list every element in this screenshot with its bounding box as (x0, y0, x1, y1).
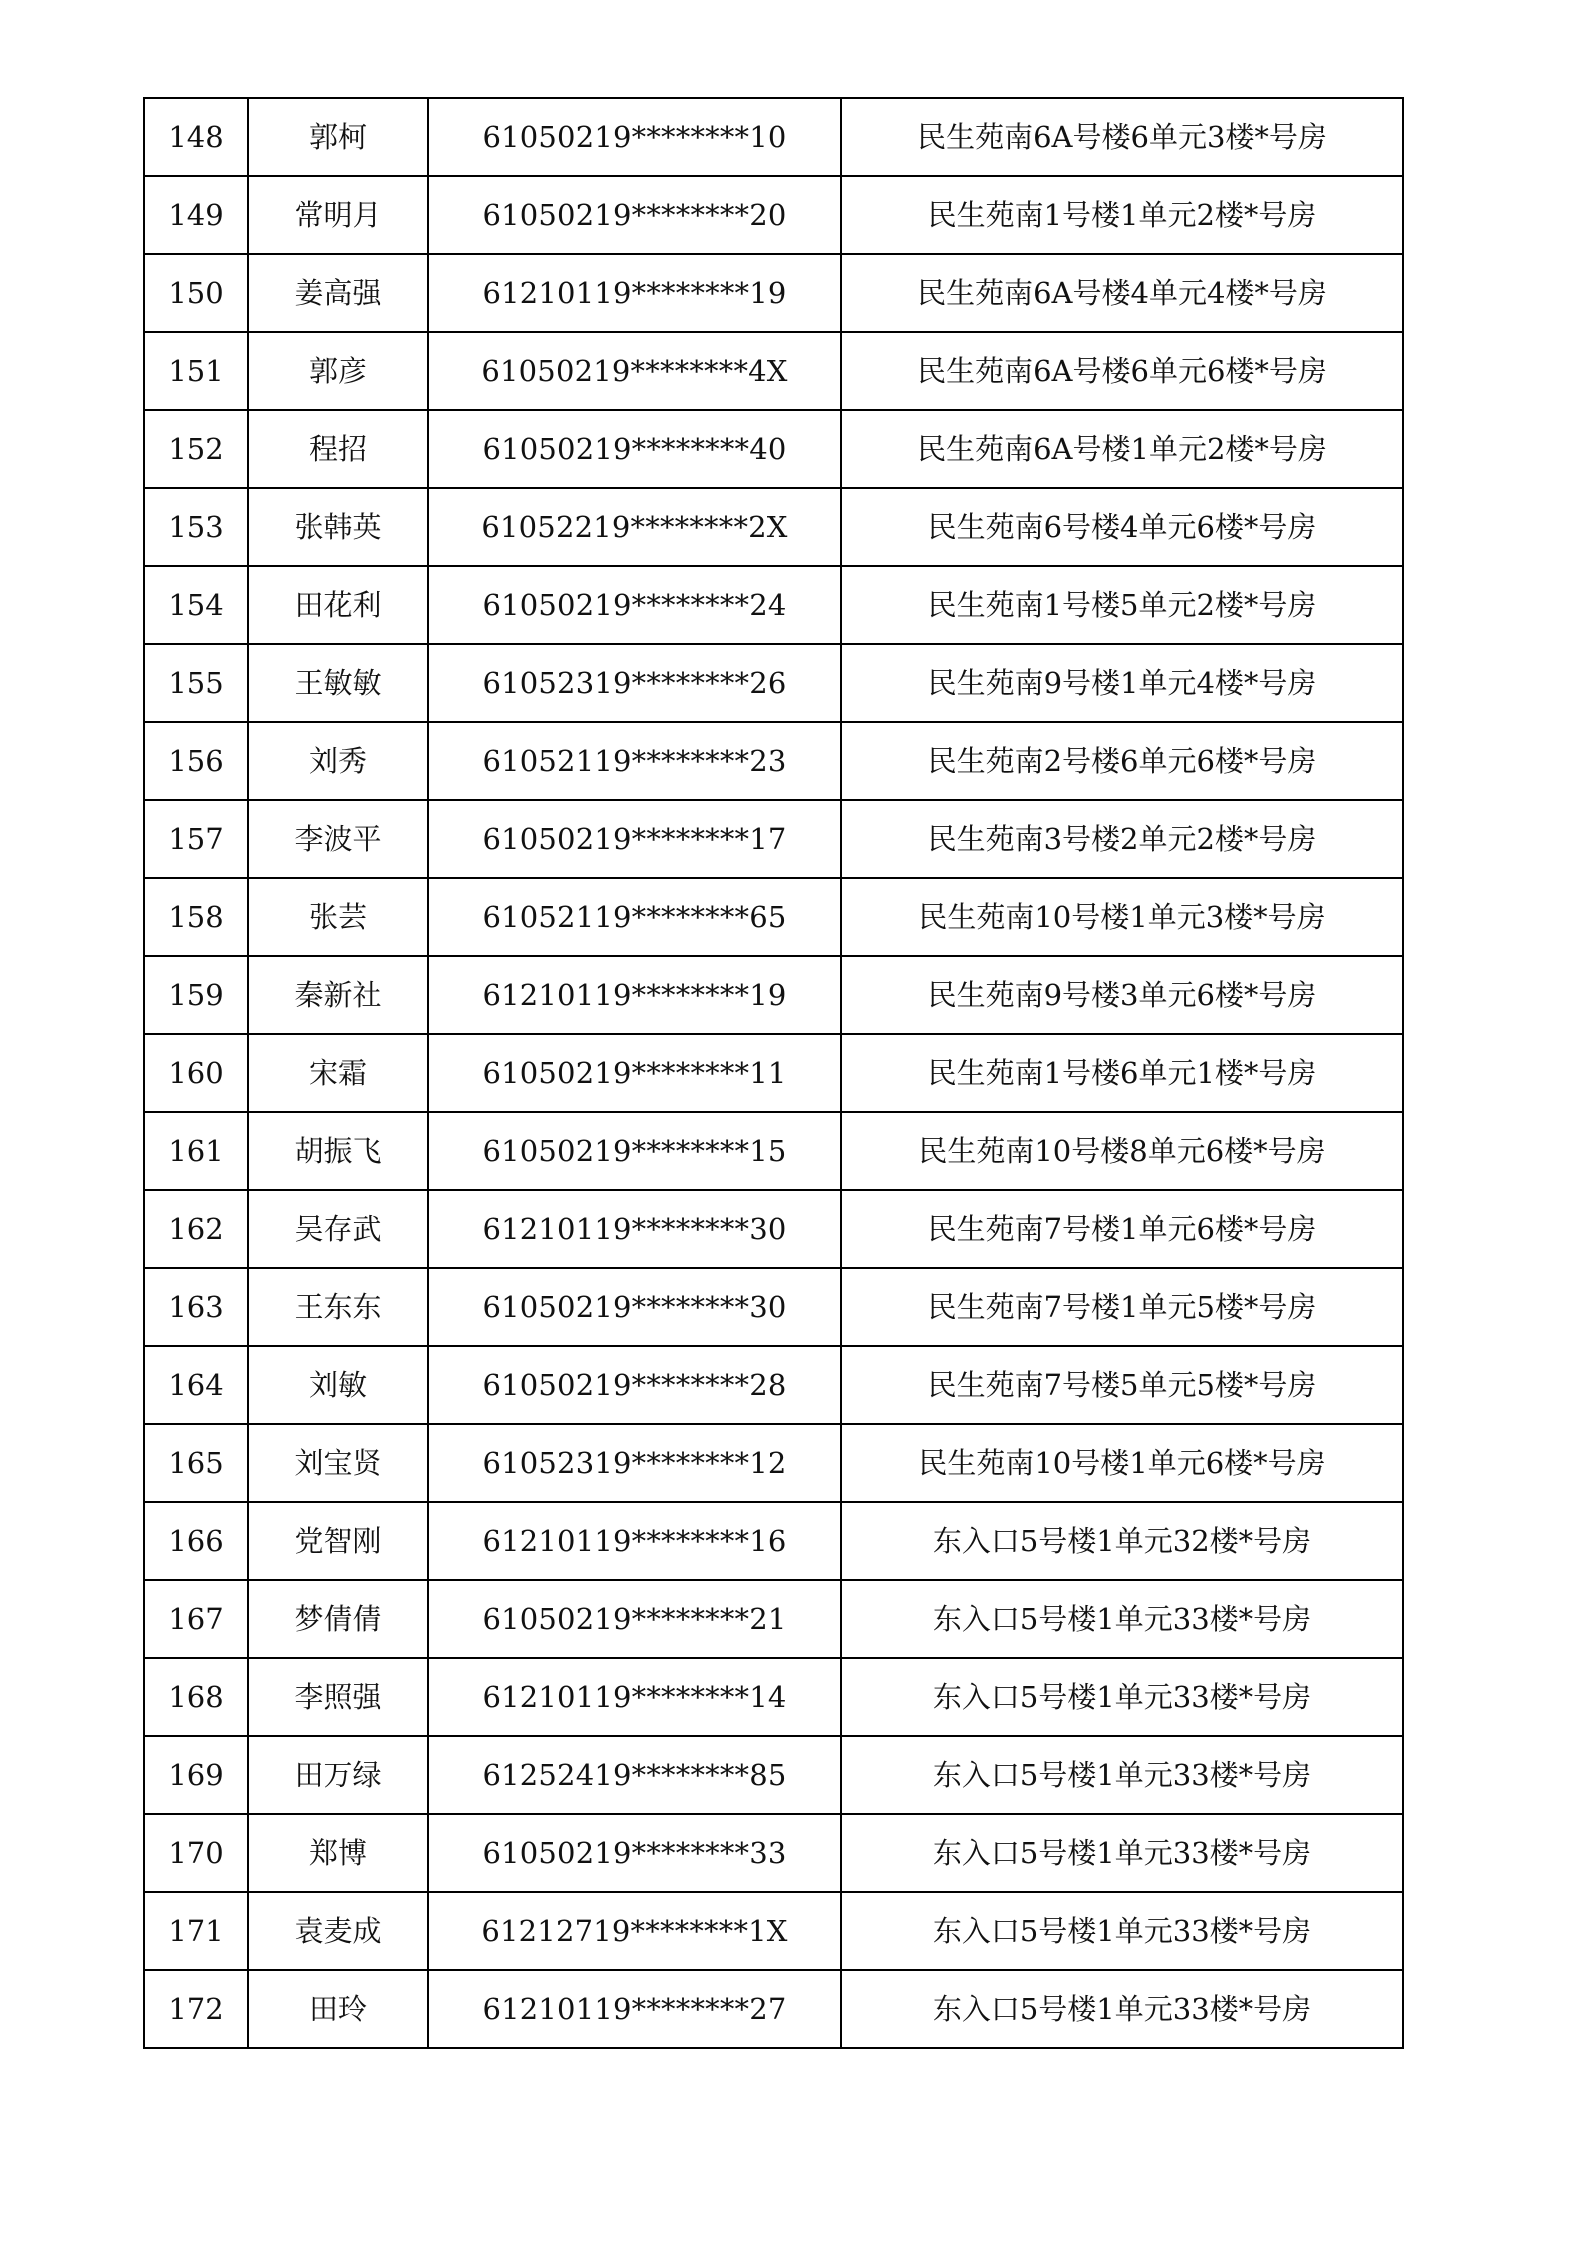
table-row (144, 1658, 1403, 1736)
document-page (143, 97, 1402, 2049)
table-row (144, 878, 1403, 956)
cell-id-number: 61050219********20 (428, 176, 841, 254)
cell-id-number: 61052119********23 (428, 722, 841, 800)
cell-address: 民生苑南10号楼1单元6楼*号房 (841, 1424, 1403, 1502)
cell-name: 胡振飞 (248, 1112, 428, 1190)
cell-name: 郑博 (248, 1814, 428, 1892)
cell-id-number: 61050219********11 (428, 1034, 841, 1112)
cell-name: 程招 (248, 410, 428, 488)
roster-table-body (144, 98, 1403, 2048)
table-row (144, 1346, 1403, 1424)
cell-name: 宋霜 (248, 1034, 428, 1112)
cell-id-number: 61050219********4X (428, 332, 841, 410)
cell-id-number: 61052319********26 (428, 644, 841, 722)
cell-address: 民生苑南7号楼5单元5楼*号房 (841, 1346, 1403, 1424)
cell-name: 田万绿 (248, 1736, 428, 1814)
cell-id-number: 61052219********2X (428, 488, 841, 566)
table-row (144, 98, 1403, 176)
cell-id-number: 61050219********17 (428, 800, 841, 878)
table-row (144, 332, 1403, 410)
cell-address: 民生苑南10号楼8单元6楼*号房 (841, 1112, 1403, 1190)
cell-id-number: 61210119********30 (428, 1190, 841, 1268)
table-row (144, 1814, 1403, 1892)
cell-name: 党智刚 (248, 1502, 428, 1580)
table-row (144, 488, 1403, 566)
cell-number: 163 (144, 1268, 248, 1346)
cell-number: 150 (144, 254, 248, 332)
cell-address: 民生苑南10号楼1单元3楼*号房 (841, 878, 1403, 956)
cell-number: 164 (144, 1346, 248, 1424)
table-row (144, 1190, 1403, 1268)
cell-address: 东入口5号楼1单元33楼*号房 (841, 1814, 1403, 1892)
roster-table (143, 97, 1404, 2049)
cell-address: 民生苑南6A号楼4单元4楼*号房 (841, 254, 1403, 332)
cell-number: 160 (144, 1034, 248, 1112)
cell-name: 刘秀 (248, 722, 428, 800)
cell-number: 151 (144, 332, 248, 410)
cell-name: 田花利 (248, 566, 428, 644)
cell-address: 民生苑南6A号楼6单元3楼*号房 (841, 98, 1403, 176)
cell-number: 155 (144, 644, 248, 722)
table-row (144, 1970, 1403, 2048)
cell-number: 169 (144, 1736, 248, 1814)
cell-number: 166 (144, 1502, 248, 1580)
cell-address: 东入口5号楼1单元33楼*号房 (841, 1658, 1403, 1736)
cell-address: 东入口5号楼1单元33楼*号房 (841, 1970, 1403, 2048)
cell-name: 张芸 (248, 878, 428, 956)
cell-number: 149 (144, 176, 248, 254)
cell-id-number: 61212719********1X (428, 1892, 841, 1970)
cell-number: 170 (144, 1814, 248, 1892)
cell-address: 民生苑南1号楼1单元2楼*号房 (841, 176, 1403, 254)
cell-address: 民生苑南6号楼4单元6楼*号房 (841, 488, 1403, 566)
cell-name: 秦新社 (248, 956, 428, 1034)
cell-address: 东入口5号楼1单元33楼*号房 (841, 1892, 1403, 1970)
cell-address: 东入口5号楼1单元32楼*号房 (841, 1502, 1403, 1580)
cell-id-number: 61050219********24 (428, 566, 841, 644)
table-row (144, 254, 1403, 332)
table-row (144, 1502, 1403, 1580)
cell-name: 袁麦成 (248, 1892, 428, 1970)
cell-name: 姜高强 (248, 254, 428, 332)
cell-name: 刘宝贤 (248, 1424, 428, 1502)
cell-id-number: 61210119********16 (428, 1502, 841, 1580)
cell-id-number: 61210119********14 (428, 1658, 841, 1736)
cell-number: 159 (144, 956, 248, 1034)
cell-id-number: 61050219********30 (428, 1268, 841, 1346)
cell-address: 民生苑南9号楼1单元4楼*号房 (841, 644, 1403, 722)
cell-address: 民生苑南1号楼5单元2楼*号房 (841, 566, 1403, 644)
cell-id-number: 61210119********19 (428, 254, 841, 332)
table-row (144, 1424, 1403, 1502)
table-row (144, 956, 1403, 1034)
cell-name: 李照强 (248, 1658, 428, 1736)
cell-name: 张韩英 (248, 488, 428, 566)
table-row (144, 1736, 1403, 1814)
table-row (144, 1034, 1403, 1112)
table-row (144, 1580, 1403, 1658)
cell-number: 171 (144, 1892, 248, 1970)
cell-address: 民生苑南7号楼1单元6楼*号房 (841, 1190, 1403, 1268)
table-row (144, 176, 1403, 254)
cell-id-number: 61050219********33 (428, 1814, 841, 1892)
cell-id-number: 61050219********15 (428, 1112, 841, 1190)
cell-id-number: 61050219********28 (428, 1346, 841, 1424)
table-row (144, 1268, 1403, 1346)
cell-name: 郭柯 (248, 98, 428, 176)
cell-number: 157 (144, 800, 248, 878)
cell-address: 东入口5号楼1单元33楼*号房 (841, 1580, 1403, 1658)
cell-number: 158 (144, 878, 248, 956)
cell-name: 王敏敏 (248, 644, 428, 722)
table-row (144, 410, 1403, 488)
cell-id-number: 61210119********27 (428, 1970, 841, 2048)
table-row (144, 566, 1403, 644)
cell-number: 168 (144, 1658, 248, 1736)
cell-number: 167 (144, 1580, 248, 1658)
cell-address: 民生苑南6A号楼1单元2楼*号房 (841, 410, 1403, 488)
cell-name: 梦倩倩 (248, 1580, 428, 1658)
cell-address: 民生苑南9号楼3单元6楼*号房 (841, 956, 1403, 1034)
cell-number: 172 (144, 1970, 248, 2048)
cell-name: 吴存武 (248, 1190, 428, 1268)
cell-number: 165 (144, 1424, 248, 1502)
cell-id-number: 61052319********12 (428, 1424, 841, 1502)
cell-address: 东入口5号楼1单元33楼*号房 (841, 1736, 1403, 1814)
cell-address: 民生苑南2号楼6单元6楼*号房 (841, 722, 1403, 800)
cell-address: 民生苑南1号楼6单元1楼*号房 (841, 1034, 1403, 1112)
table-row (144, 1892, 1403, 1970)
cell-name: 王东东 (248, 1268, 428, 1346)
table-row (144, 800, 1403, 878)
cell-number: 153 (144, 488, 248, 566)
cell-number: 152 (144, 410, 248, 488)
cell-name: 常明月 (248, 176, 428, 254)
cell-id-number: 61252419********85 (428, 1736, 841, 1814)
table-row (144, 722, 1403, 800)
table-row (144, 1112, 1403, 1190)
cell-address: 民生苑南7号楼1单元5楼*号房 (841, 1268, 1403, 1346)
cell-number: 162 (144, 1190, 248, 1268)
cell-id-number: 61050219********40 (428, 410, 841, 488)
cell-number: 161 (144, 1112, 248, 1190)
cell-address: 民生苑南6A号楼6单元6楼*号房 (841, 332, 1403, 410)
cell-name: 李波平 (248, 800, 428, 878)
cell-id-number: 61050219********10 (428, 98, 841, 176)
table-row (144, 644, 1403, 722)
cell-id-number: 61050219********21 (428, 1580, 841, 1658)
cell-number: 148 (144, 98, 248, 176)
cell-name: 田玲 (248, 1970, 428, 2048)
cell-name: 刘敏 (248, 1346, 428, 1424)
cell-id-number: 61052119********65 (428, 878, 841, 956)
cell-id-number: 61210119********19 (428, 956, 841, 1034)
cell-name: 郭彦 (248, 332, 428, 410)
cell-number: 156 (144, 722, 248, 800)
cell-number: 154 (144, 566, 248, 644)
cell-address: 民生苑南3号楼2单元2楼*号房 (841, 800, 1403, 878)
